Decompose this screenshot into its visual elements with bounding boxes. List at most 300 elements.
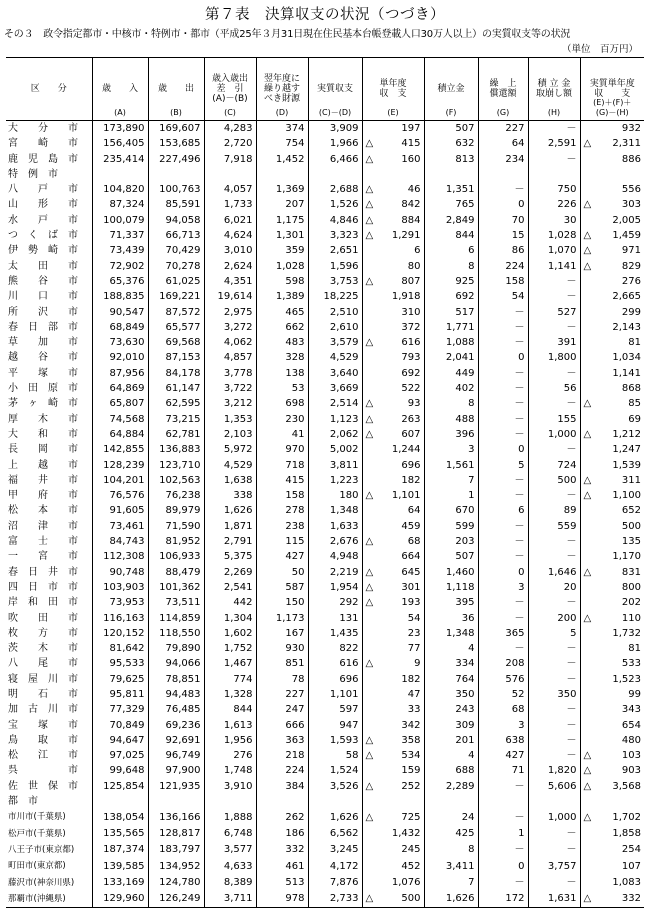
table-cell: 1,771 <box>424 320 478 335</box>
column-header <box>6 58 92 121</box>
table-cell: △ 2,311 <box>580 136 644 151</box>
table-cell: △ 1,100 <box>580 488 644 503</box>
table-cell: 94,066 <box>148 656 204 671</box>
table-cell: 78 <box>256 672 308 687</box>
row-name: 寝 屋 川 市 <box>8 673 78 685</box>
table-cell: － <box>478 412 528 427</box>
table-cell: 4,283 <box>204 121 256 137</box>
table-cell: 112,308 <box>92 549 148 564</box>
row-name: 那覇市(沖縄県) <box>6 891 92 908</box>
table-cell: 3,245 <box>308 842 362 858</box>
table-cell: 203 <box>424 534 478 549</box>
column-header-code: (H) <box>547 108 561 117</box>
table-row <box>6 809 644 825</box>
table-cell: 1,389 <box>256 289 308 304</box>
table-cell: 3,577 <box>204 842 256 858</box>
table-cell: 2,720 <box>204 136 256 151</box>
row-name: 長 岡 市 <box>8 444 78 456</box>
table-cell: △ 500 <box>362 891 424 908</box>
table-cell <box>204 794 256 809</box>
table-cell: 208 <box>478 656 528 671</box>
table-cell: 65,577 <box>148 320 204 335</box>
table-cell: 183,797 <box>148 842 204 858</box>
table-cell: 1,800 <box>528 350 580 365</box>
table-cell <box>256 794 308 809</box>
table-cell: 1,524 <box>308 763 362 778</box>
table-row <box>6 580 644 595</box>
table-cell: 616 <box>308 656 362 671</box>
table-cell: △ 616 <box>362 335 424 350</box>
table-cell: 2,676 <box>308 534 362 549</box>
table-cell: 3,757 <box>528 858 580 874</box>
table-cell: 276 <box>580 274 644 289</box>
table-cell: 70,429 <box>148 243 204 258</box>
row-name: 藤沢市(神奈川県) <box>8 877 75 888</box>
table-cell: 1,301 <box>256 228 308 243</box>
table-cell: 2,975 <box>204 305 256 320</box>
table-cell: 1,633 <box>308 519 362 534</box>
table-cell: △ 9 <box>362 656 424 671</box>
table-cell: 120,152 <box>92 626 148 641</box>
column-header <box>256 58 308 121</box>
column-header-label: 実質収支 <box>316 84 353 94</box>
table-row <box>6 396 644 411</box>
table-cell: － <box>478 488 528 503</box>
table-cell: 8 <box>424 396 478 411</box>
table-cell: 94,058 <box>148 213 204 228</box>
table-row <box>6 641 644 656</box>
table-row <box>6 891 644 908</box>
table-cell: 62,595 <box>148 396 204 411</box>
column-header <box>478 58 528 121</box>
table-cell: 69,236 <box>148 718 204 733</box>
table-cell: 101,362 <box>148 580 204 595</box>
table-cell: 85,591 <box>148 197 204 212</box>
table-cell: 0 <box>478 197 528 212</box>
table-cell <box>580 167 644 182</box>
table-cell <box>424 167 478 182</box>
table-row <box>6 136 644 151</box>
table-cell: 1,088 <box>424 335 478 350</box>
table-cell: 597 <box>308 702 362 717</box>
row-name: 枚 方 市 <box>8 627 78 639</box>
table-cell: 1,888 <box>204 809 256 825</box>
column-header-code: (E)＋(F)＋ (G)－(H) <box>593 98 632 117</box>
row-name: 春 日 井 市 <box>8 566 78 578</box>
table-cell: 1,539 <box>580 458 644 473</box>
table-cell: 465 <box>256 305 308 320</box>
row-name: 加 古 川 市 <box>8 704 78 716</box>
table-cell: 533 <box>580 656 644 671</box>
table-cell: △ 534 <box>362 748 424 763</box>
row-name: 松 本 市 <box>8 505 78 517</box>
table-cell: 1,626 <box>308 809 362 825</box>
table-cell: 1 <box>424 488 478 503</box>
table-cell: 138,054 <box>92 809 148 825</box>
table-cell: 118,550 <box>148 626 204 641</box>
table-cell: － <box>478 519 528 534</box>
table-cell: 81,642 <box>92 641 148 656</box>
group-heading: 都市 <box>8 796 48 808</box>
table-cell: 1,141 <box>580 366 644 381</box>
row-name: 茨 木 市 <box>8 643 78 655</box>
table-cell: 391 <box>528 335 580 350</box>
table-cell: 4,857 <box>204 350 256 365</box>
table-cell: 427 <box>256 549 308 564</box>
table-cell: 129,960 <box>92 891 148 908</box>
table-cell: △ 607 <box>362 427 424 442</box>
table-subtitle: その３ 政令指定都市・中核市・特例市・都市（平成25年３月31日現在住民基本台帳登載人口30万人以上）の実質収支等の状況 <box>4 29 571 40</box>
table-cell: 1,028 <box>256 259 308 274</box>
table-cell: 68,849 <box>92 320 148 335</box>
table-cell: 64 <box>478 136 528 151</box>
table-cell: 754 <box>256 136 308 151</box>
column-header <box>424 58 478 121</box>
table-cell: 851 <box>256 656 308 671</box>
column-header <box>148 58 204 121</box>
table-cell: 718 <box>256 458 308 473</box>
table-cell: 2,005 <box>580 213 644 228</box>
table-cell: 71,590 <box>148 519 204 534</box>
table-cell: 76,576 <box>92 488 148 503</box>
table-cell: 89,979 <box>148 503 204 518</box>
column-header <box>308 58 362 121</box>
table-cell <box>362 167 424 182</box>
table-cell: 334 <box>424 656 478 671</box>
column-header-label: 歳 出 <box>157 84 194 94</box>
table-cell: 115 <box>256 534 308 549</box>
table-cell: 234 <box>478 152 528 167</box>
table-cell: 138 <box>256 366 308 381</box>
row-name: 所 沢 市 <box>8 306 78 318</box>
table-cell: 18,225 <box>308 289 362 304</box>
table-cell: 77,329 <box>92 702 148 717</box>
table-cell: 396 <box>424 427 478 442</box>
row-name: 富 士 市 <box>8 536 78 548</box>
table-cell: △ 252 <box>362 779 424 794</box>
table-cell: 4,529 <box>308 350 362 365</box>
table-cell: － <box>528 320 580 335</box>
table-cell: － <box>528 672 580 687</box>
table-cell: 226 <box>528 197 580 212</box>
row-name: 佐 世 保 市 <box>8 780 78 792</box>
table-cell: 2,219 <box>308 565 362 580</box>
table-cell: 159 <box>362 763 424 778</box>
table-cell: 359 <box>256 243 308 258</box>
table-cell: 654 <box>580 718 644 733</box>
row-name: 小 田 原 市 <box>8 383 78 395</box>
table-row <box>6 458 644 473</box>
table-row <box>6 779 644 794</box>
table-cell: 696 <box>362 458 424 473</box>
table-row <box>6 259 644 274</box>
table-cell: 488 <box>424 412 478 427</box>
table-row <box>6 350 644 365</box>
table-cell: 8 <box>424 259 478 274</box>
table-cell: 133,169 <box>92 875 148 891</box>
table-cell: △ 645 <box>362 565 424 580</box>
table-cell: 73,630 <box>92 335 148 350</box>
table-cell: 868 <box>580 381 644 396</box>
table-row <box>6 534 644 549</box>
table-cell: 131 <box>308 611 362 626</box>
table-cell: 1,467 <box>204 656 256 671</box>
table-row <box>6 626 644 641</box>
table-cell: 187,374 <box>92 842 148 858</box>
row-name: 市川市(千葉県) <box>8 812 66 823</box>
table-cell: 461 <box>256 858 308 874</box>
table-cell: 156,405 <box>92 136 148 151</box>
table-row <box>6 412 644 427</box>
column-header-code: (A) <box>114 108 126 117</box>
table-cell: 292 <box>308 595 362 610</box>
table-cell: 19,614 <box>204 289 256 304</box>
table-cell: － <box>528 826 580 842</box>
table-cell: 670 <box>424 503 478 518</box>
table-cell: 507 <box>424 121 478 137</box>
table-cell: 6 <box>424 243 478 258</box>
table-cell: 4,948 <box>308 549 362 564</box>
table-cell: 800 <box>580 580 644 595</box>
table-cell: 652 <box>580 503 644 518</box>
table-row <box>6 565 644 580</box>
table-cell: 182 <box>362 473 424 488</box>
table-cell: △ 1,212 <box>580 427 644 442</box>
table-cell: 3,778 <box>204 366 256 381</box>
table-cell: △ 311 <box>580 473 644 488</box>
table-cell: － <box>528 366 580 381</box>
table-row <box>6 718 644 733</box>
row-name: 平 塚 市 <box>8 367 78 379</box>
table-cell: 142,855 <box>92 442 148 457</box>
table-cell: 3,526 <box>308 779 362 794</box>
table-cell: － <box>528 274 580 289</box>
table-cell: 363 <box>256 733 308 748</box>
row-name: 吹 田 市 <box>8 612 78 624</box>
table-cell: △ 725 <box>362 809 424 825</box>
table-cell: 310 <box>362 305 424 320</box>
table-cell: 8 <box>424 842 478 858</box>
column-header <box>580 58 644 121</box>
row-name: 上 越 市 <box>8 459 78 471</box>
table-cell: 81,952 <box>148 534 204 549</box>
table-cell: 64 <box>362 503 424 518</box>
table-row <box>6 213 644 228</box>
table-cell: 2,041 <box>424 350 478 365</box>
column-header-label: 翌年度に 繰り越す べき財源 <box>263 74 300 104</box>
row-name: 越 谷 市 <box>8 352 78 364</box>
table-cell: 107 <box>580 858 644 874</box>
table-cell <box>528 167 580 182</box>
row-name: 厚 木 市 <box>8 413 78 425</box>
table-cell: 844 <box>424 228 478 243</box>
row-name: 鳥 取 市 <box>8 734 78 746</box>
table-cell: 500 <box>528 473 580 488</box>
table-cell: 3,640 <box>308 366 362 381</box>
table-cell: 104,820 <box>92 182 148 197</box>
table-cell: 135 <box>580 534 644 549</box>
column-header-label: 繰 上 償還額 <box>489 79 517 99</box>
table-row <box>6 228 644 243</box>
table-cell: 56 <box>528 381 580 396</box>
row-name: 伊 勢 崎 市 <box>8 245 78 257</box>
table-cell: 527 <box>528 305 580 320</box>
row-name: 八 戸 市 <box>8 184 78 196</box>
table-cell: 688 <box>424 763 478 778</box>
row-name: 四 日 市 市 <box>8 581 78 593</box>
table-cell: 449 <box>424 366 478 381</box>
table-cell: 1,858 <box>580 826 644 842</box>
table-cell: 4,846 <box>308 213 362 228</box>
table-cell: 2,514 <box>308 396 362 411</box>
table-cell: △ 263 <box>362 412 424 427</box>
table-cell: 201 <box>424 733 478 748</box>
table-cell: 95,533 <box>92 656 148 671</box>
table-cell: 1,432 <box>362 826 424 842</box>
table-cell: 74,568 <box>92 412 148 427</box>
table-cell: 1,223 <box>308 473 362 488</box>
row-name: 沼 津 市 <box>8 520 78 532</box>
table-cell: － <box>478 842 528 858</box>
table-cell: 100,079 <box>92 213 148 228</box>
table-cell: 350 <box>424 687 478 702</box>
table-cell: 2,688 <box>308 182 362 197</box>
table-cell: 1,435 <box>308 626 362 641</box>
table-cell: 158 <box>256 488 308 503</box>
table-cell: － <box>478 320 528 335</box>
table-cell: － <box>478 779 528 794</box>
table-cell: △ 1,459 <box>580 228 644 243</box>
table-cell: 5 <box>478 458 528 473</box>
table-cell: 6 <box>478 503 528 518</box>
table-cell: △ 807 <box>362 274 424 289</box>
table-row <box>6 503 644 518</box>
table-cell <box>362 794 424 809</box>
column-header-label: 歳入歳出 差 引 (A)－(B) <box>211 74 248 104</box>
table-cell: 1,083 <box>580 875 644 891</box>
table-row <box>6 826 644 842</box>
table-cell: 3,272 <box>204 320 256 335</box>
table-cell: 365 <box>478 626 528 641</box>
table-row <box>6 442 644 457</box>
table-cell: △ 332 <box>580 891 644 908</box>
table-cell: 4,351 <box>204 274 256 289</box>
table-cell: 103,903 <box>92 580 148 595</box>
table-cell: 587 <box>256 580 308 595</box>
table-row <box>6 748 644 763</box>
table-cell: － <box>478 305 528 320</box>
table-row <box>6 549 644 564</box>
table-cell: 78,851 <box>148 672 204 687</box>
table-cell: － <box>478 427 528 442</box>
table-cell: 70,278 <box>148 259 204 274</box>
table-row <box>6 305 644 320</box>
table-cell: 0 <box>478 858 528 874</box>
table-cell: △ 415 <box>362 136 424 151</box>
table-cell: 136,883 <box>148 442 204 457</box>
row-name: 春 日 部 市 <box>8 321 78 333</box>
table-cell: 372 <box>362 320 424 335</box>
table-cell: － <box>478 595 528 610</box>
table-cell: － <box>478 381 528 396</box>
table-cell: 1,351 <box>424 182 478 197</box>
table-cell: 1,732 <box>580 626 644 641</box>
table-cell: 79,625 <box>92 672 148 687</box>
table-cell: 1,118 <box>424 580 478 595</box>
table-cell: 247 <box>256 702 308 717</box>
table-cell: 1,918 <box>362 289 424 304</box>
table-row <box>6 875 644 891</box>
column-header <box>362 58 424 121</box>
table-cell: 844 <box>204 702 256 717</box>
group-heading-row <box>6 794 644 809</box>
table-cell: 402 <box>424 381 478 396</box>
table-cell: 3,722 <box>204 381 256 396</box>
table-cell: 1,348 <box>308 503 362 518</box>
table-cell: 664 <box>362 549 424 564</box>
row-name: 甲 府 市 <box>8 490 78 502</box>
table-cell: 89 <box>528 503 580 518</box>
table-cell: 125,854 <box>92 779 148 794</box>
column-header-code: (F) <box>445 108 457 117</box>
table-cell: 2,541 <box>204 580 256 595</box>
table-cell: 559 <box>528 519 580 534</box>
table-cell: 1,304 <box>204 611 256 626</box>
table-cell: 500 <box>580 519 644 534</box>
table-cell: 52 <box>478 687 528 702</box>
table-cell: 442 <box>204 595 256 610</box>
table-cell: 764 <box>424 672 478 687</box>
table-row <box>6 763 644 778</box>
table-cell: 5,972 <box>204 442 256 457</box>
table-row <box>6 289 644 304</box>
table-cell: 332 <box>256 842 308 858</box>
table-cell: 415 <box>256 473 308 488</box>
table-cell: 24 <box>424 809 478 825</box>
table-cell: 1,452 <box>256 152 308 167</box>
table-cell: 793 <box>362 350 424 365</box>
table-cell: 1,748 <box>204 763 256 778</box>
table-cell: 73,511 <box>148 595 204 610</box>
table-cell: 1,000 <box>528 809 580 825</box>
column-header-code: (D) <box>275 108 289 117</box>
table-cell: 173,890 <box>92 121 148 137</box>
table-cell: 53 <box>256 381 308 396</box>
column-header-label: 実質単年度 収 支 <box>589 79 635 99</box>
table-cell: 886 <box>580 152 644 167</box>
table-cell <box>528 794 580 809</box>
table-cell: 774 <box>204 672 256 687</box>
table-cell: 3,753 <box>308 274 362 289</box>
table-cell: 41 <box>256 427 308 442</box>
row-name: 松 江 市 <box>8 750 78 762</box>
table-cell: 1,752 <box>204 641 256 656</box>
table-cell: 202 <box>580 595 644 610</box>
table-cell: 1,076 <box>362 875 424 891</box>
table-cell: 180 <box>308 488 362 503</box>
table-cell: 6,748 <box>204 826 256 842</box>
table-cell: △ 301 <box>362 580 424 595</box>
table-cell: － <box>528 641 580 656</box>
table-cell: 692 <box>424 289 478 304</box>
table-cell: 1,956 <box>204 733 256 748</box>
table-cell: 947 <box>308 718 362 733</box>
table-row <box>6 702 644 717</box>
table-cell: 692 <box>362 366 424 381</box>
table-cell: 167 <box>256 626 308 641</box>
table-cell: 3,669 <box>308 381 362 396</box>
table-cell: 925 <box>424 274 478 289</box>
